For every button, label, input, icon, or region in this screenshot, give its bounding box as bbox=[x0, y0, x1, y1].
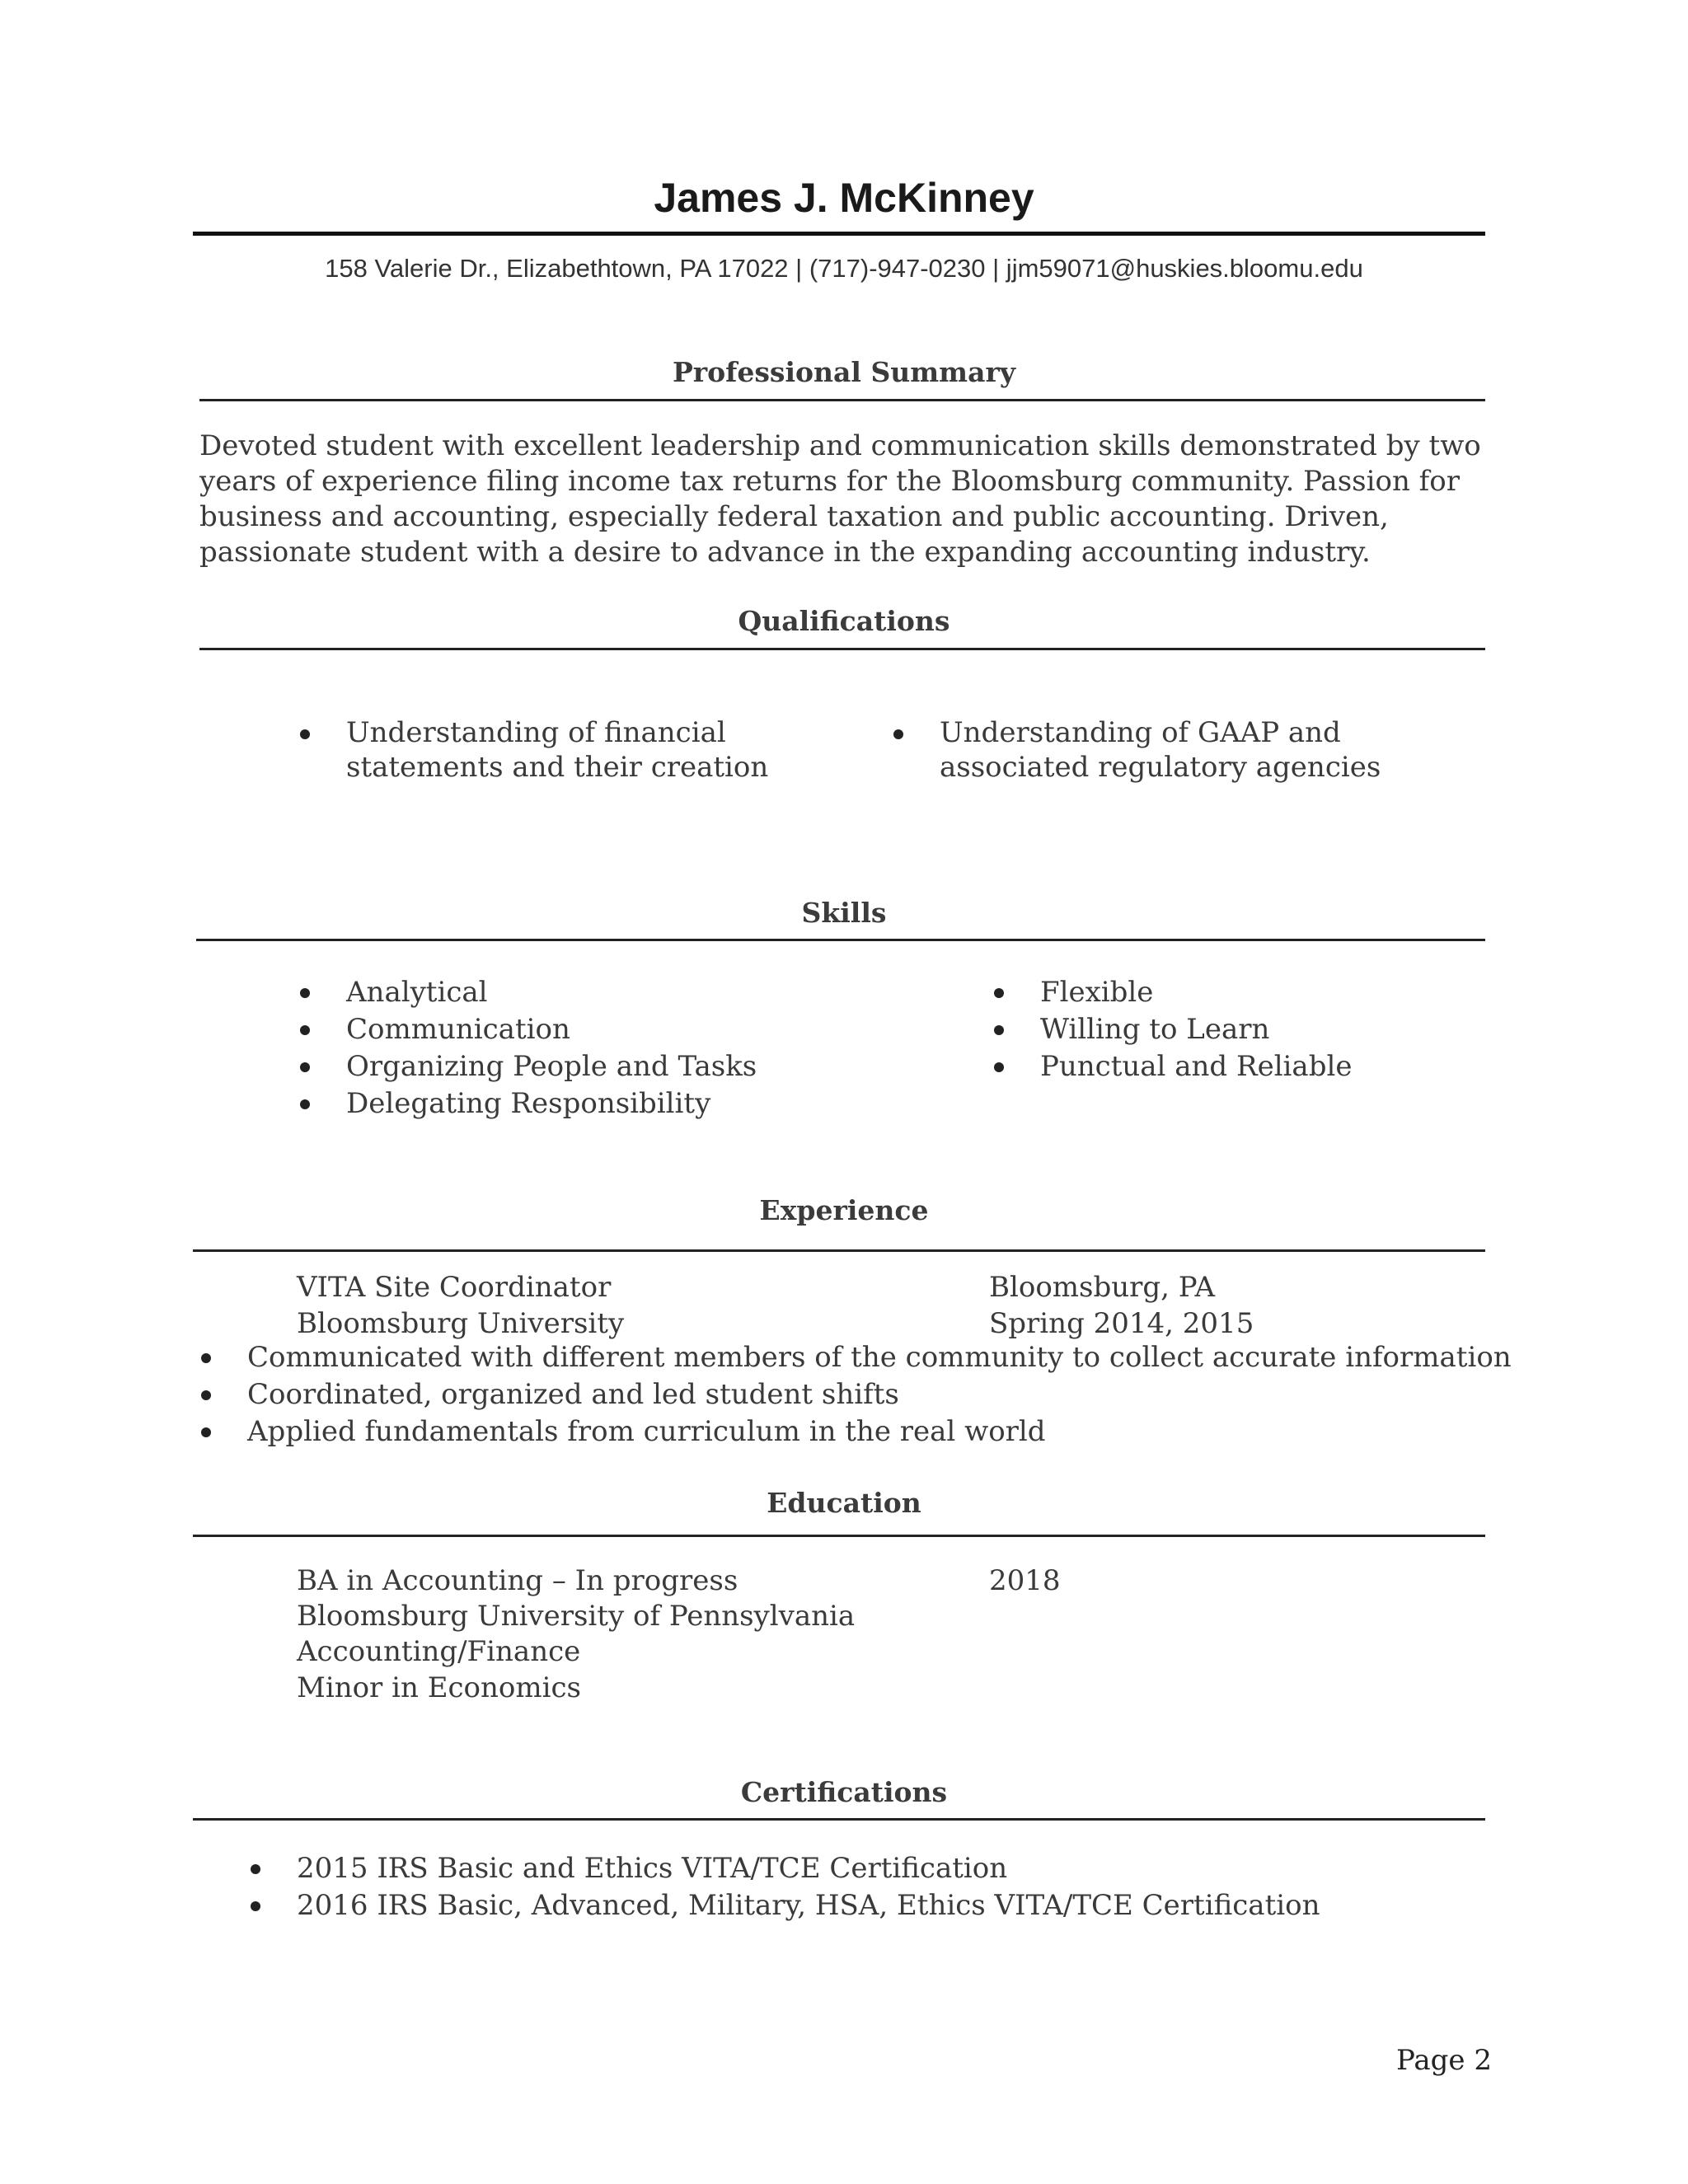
skill-item: Analytical bbox=[346, 974, 757, 1011]
education-degree: BA in Accounting – In progress bbox=[297, 1564, 738, 1597]
job-title: VITA Site Coordinator bbox=[297, 1271, 612, 1304]
skill-item: Flexible bbox=[1040, 974, 1352, 1011]
education-school: Bloomsburg University of Pennsylvania bbox=[297, 1600, 856, 1633]
skills-list-right bbox=[1040, 974, 1352, 1085]
skill-item: Communication bbox=[346, 1011, 757, 1048]
skill-item: Delegating Responsibility bbox=[346, 1085, 757, 1122]
section-divider bbox=[196, 939, 1485, 941]
section-heading-skills: Skills bbox=[801, 897, 887, 929]
job-organization: Bloomsburg University bbox=[297, 1307, 625, 1340]
job-dates: Spring 2014, 2015 bbox=[989, 1307, 1254, 1340]
certification-item: 2015 IRS Basic and Ethics VITA/TCE Certification bbox=[297, 1850, 1320, 1887]
skill-item: Punctual and Reliable bbox=[1040, 1048, 1352, 1085]
contact-info: 158 Valerie Dr., Elizabethtown, PA 17022 | (717)-947-0230 | jjm59071@huskies.bloomu.edu bbox=[325, 254, 1363, 283]
experience-bullets bbox=[247, 1339, 1512, 1451]
section-heading-education: Education bbox=[767, 1487, 921, 1519]
skill-item: Willing to Learn bbox=[1040, 1011, 1352, 1048]
certification-item: 2016 IRS Basic, Advanced, Military, HSA, Ethics VITA/TCE Certification bbox=[297, 1887, 1320, 1924]
resume-name: James J. McKinney bbox=[654, 175, 1034, 221]
section-heading-qualifications: Qualifications bbox=[738, 605, 950, 637]
section-divider bbox=[193, 1818, 1485, 1821]
section-divider bbox=[193, 1249, 1485, 1252]
section-divider bbox=[199, 399, 1485, 401]
qualification-item: Understanding of financial statements and their creation bbox=[346, 715, 775, 785]
qualifications-list-left bbox=[346, 715, 775, 785]
education-minor: Minor in Economics bbox=[297, 1671, 581, 1704]
education-major: Accounting/Finance bbox=[297, 1635, 581, 1668]
section-divider bbox=[193, 1535, 1485, 1537]
qualifications-list-right bbox=[940, 715, 1467, 785]
section-divider bbox=[199, 648, 1485, 650]
qualification-item: Understanding of GAAP and associated regulatory agencies bbox=[940, 715, 1467, 785]
section-heading-summary: Professional Summary bbox=[672, 356, 1016, 388]
header-divider bbox=[193, 232, 1485, 236]
summary-text: Devoted student with excellent leadership and communication skills demonstrated by two years of experience filing income tax returns for the Bloomsburg community. Passion for business and accounting, especially federal taxation and public accounting. Driven, passionate student with a desire to advance in the expanding accounting industry. bbox=[199, 429, 1481, 569]
section-heading-certifications: Certifications bbox=[740, 1776, 948, 1808]
education-year: 2018 bbox=[989, 1564, 1061, 1597]
certifications-list bbox=[297, 1850, 1320, 1924]
skill-item: Organizing People and Tasks bbox=[346, 1048, 757, 1085]
skills-list-left bbox=[346, 974, 757, 1122]
page-number: Page 2 bbox=[1396, 2044, 1492, 2077]
section-heading-experience: Experience bbox=[759, 1194, 929, 1226]
job-location: Bloomsburg, PA bbox=[989, 1271, 1216, 1304]
experience-bullet: Coordinated, organized and led student shifts bbox=[247, 1376, 1512, 1413]
experience-bullet: Applied fundamentals from curriculum in the real world bbox=[247, 1413, 1512, 1451]
experience-bullet: Communicated with different members of the community to collect accurate information bbox=[247, 1339, 1512, 1376]
